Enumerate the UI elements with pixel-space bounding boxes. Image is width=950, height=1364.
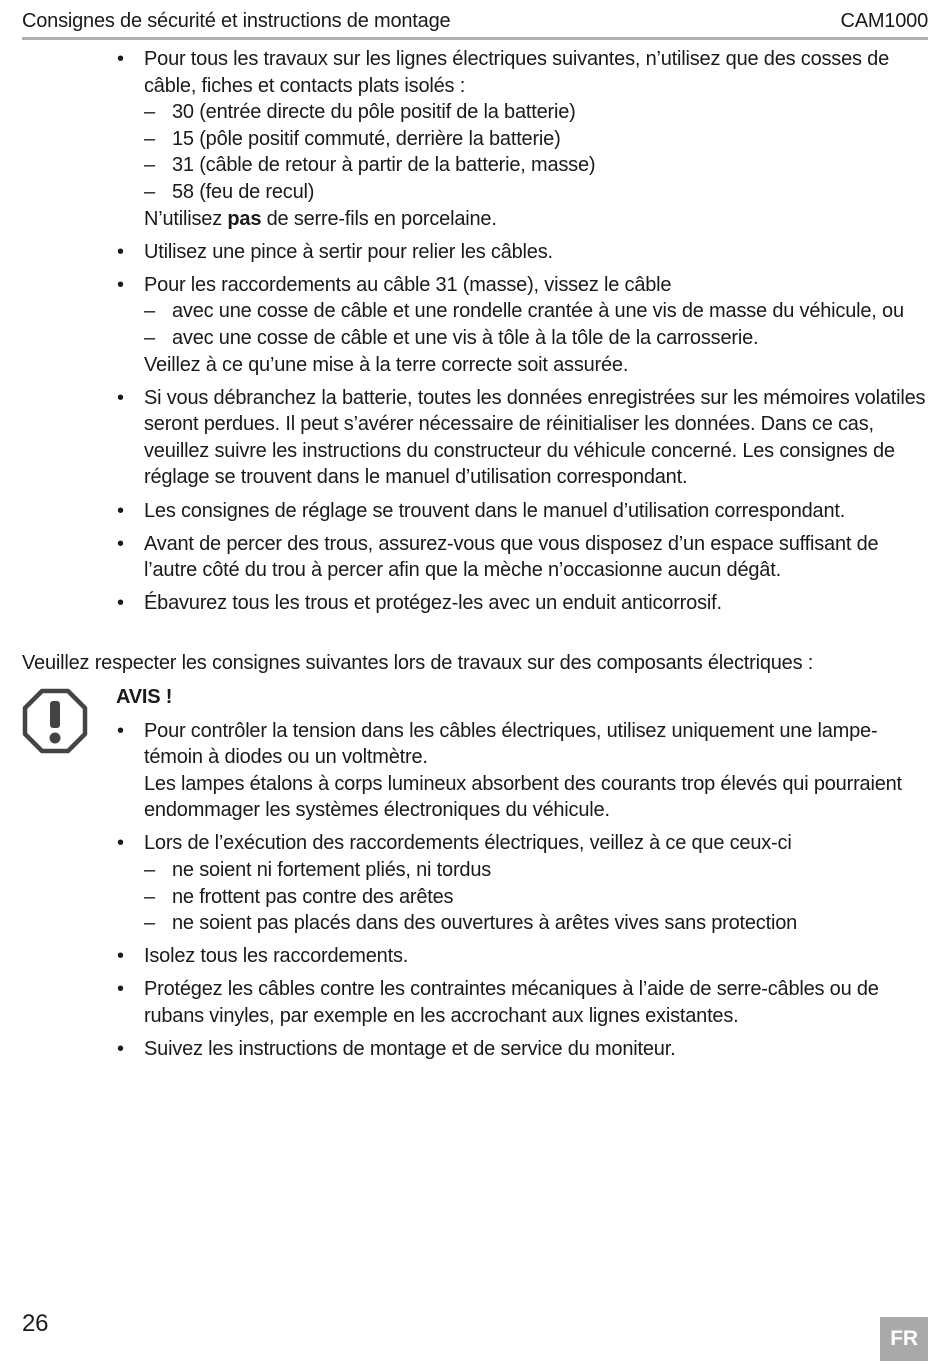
header-model: CAM1000 xyxy=(840,10,928,32)
list-item-note: Les lampes étalons à corps lumineux absorbent des courants trop élevés qui pourraient endommager les systèmes électroniques du véhicule. xyxy=(144,772,902,822)
notice-title: AVIS ! xyxy=(116,686,173,709)
list-item-text: Pour les raccordements au câble 31 (masse), vissez le câble xyxy=(144,273,672,296)
list-item-note: Veillez à ce qu’une mise à la terre correcte soit assurée. xyxy=(144,353,629,376)
list-item: • Utilisez une pince à sertir pour relier les câbles. xyxy=(144,239,932,266)
sub-list xyxy=(144,298,932,351)
list-item: • Suivez les instructions de montage et de service du moniteur. xyxy=(144,1036,932,1063)
sub-list-item: – 15 (pôle positif commuté, derrière la batterie) xyxy=(172,126,932,153)
header-title: Consignes de sécurité et instructions de montage xyxy=(22,10,451,32)
sub-list-item: – ne soient ni fortement pliés, ni tordus xyxy=(172,857,932,884)
sub-list-item: – avec une cosse de câble et une rondelle crantée à une vis de masse du véhicule, ou xyxy=(172,298,932,325)
intro-paragraph: Veuillez respecter les consignes suivantes lors de travaux sur des composants électriques : xyxy=(22,651,814,674)
list-item: • Protégez les câbles contre les contraintes mécaniques à l’aide de serre-câbles ou de rubans vinyles, par exemple en les accrochant aux lignes existantes. xyxy=(144,976,932,1029)
sub-list xyxy=(144,99,932,205)
notice-list xyxy=(22,718,932,1063)
sub-list-item: – ne frottent pas contre des arêtes xyxy=(172,884,932,911)
list-item xyxy=(144,830,932,936)
page-content xyxy=(22,46,932,1069)
page-header xyxy=(22,8,928,40)
list-item-text: Lors de l’exécution des raccordements électriques, veillez à ce que ceux-ci xyxy=(144,832,792,855)
notice-block xyxy=(22,684,932,1062)
note-text: de serre-fils en porcelaine. xyxy=(261,207,497,230)
list-item: • Si vous débranchez la batterie, toutes les données enregistrées sur les mémoires volatiles seront perdues. Il peut s’avérer nécessaire de réinitialiser les données. Dans ce cas, veuillez suivre les instructions du constructeur du véhicule concerné. Les consignes de réglage se trouvent dans le manuel d’utilisation correspondant. xyxy=(144,385,932,491)
page-number: 26 xyxy=(22,1310,49,1337)
list-item: • Ébavurez tous les trous et protégez-les avec un enduit anticorrosif. xyxy=(144,590,932,617)
sub-list xyxy=(144,857,932,937)
installation-list xyxy=(22,46,932,617)
note-emphasis: pas xyxy=(227,207,262,230)
sub-list-item: – avec une cosse de câble et une vis à tôle à la tôle de la carrosserie. xyxy=(172,325,932,352)
list-item: • Avant de percer des trous, assurez-vous que vous disposez d’un espace suffisant de l’autre côté du trou à percer afin que la mèche n’occasionne aucun dégât. xyxy=(144,531,932,584)
list-item-text: Pour contrôler la tension dans les câbles électriques, utilisez uniquement une lampe-témoin à diodes ou un voltmètre. xyxy=(144,719,878,769)
list-item: • Isolez tous les raccordements. xyxy=(144,943,932,970)
sub-list-item: – 30 (entrée directe du pôle positif de la batterie) xyxy=(172,99,932,126)
list-item: • Les consignes de réglage se trouvent dans le manuel d’utilisation correspondant. xyxy=(144,498,932,525)
language-badge: FR xyxy=(880,1317,928,1361)
sub-list-item: – 31 (câble de retour à partir de la batterie, masse) xyxy=(172,152,932,179)
list-item-note xyxy=(144,206,932,233)
list-item-text: Pour tous les travaux sur les lignes électriques suivantes, n’utilisez que des cosses de câble, fiches et contacts plats isolés : xyxy=(144,48,890,97)
list-item xyxy=(144,718,932,824)
sub-list-item: – ne soient pas placés dans des ouvertures à arêtes vives sans protection xyxy=(172,910,932,937)
list-item xyxy=(144,46,932,232)
list-item xyxy=(144,272,932,378)
sub-list-item: – 58 (feu de recul) xyxy=(172,179,932,206)
exclamation-octagon-icon xyxy=(22,688,88,754)
note-text: N’utilisez xyxy=(144,207,228,230)
